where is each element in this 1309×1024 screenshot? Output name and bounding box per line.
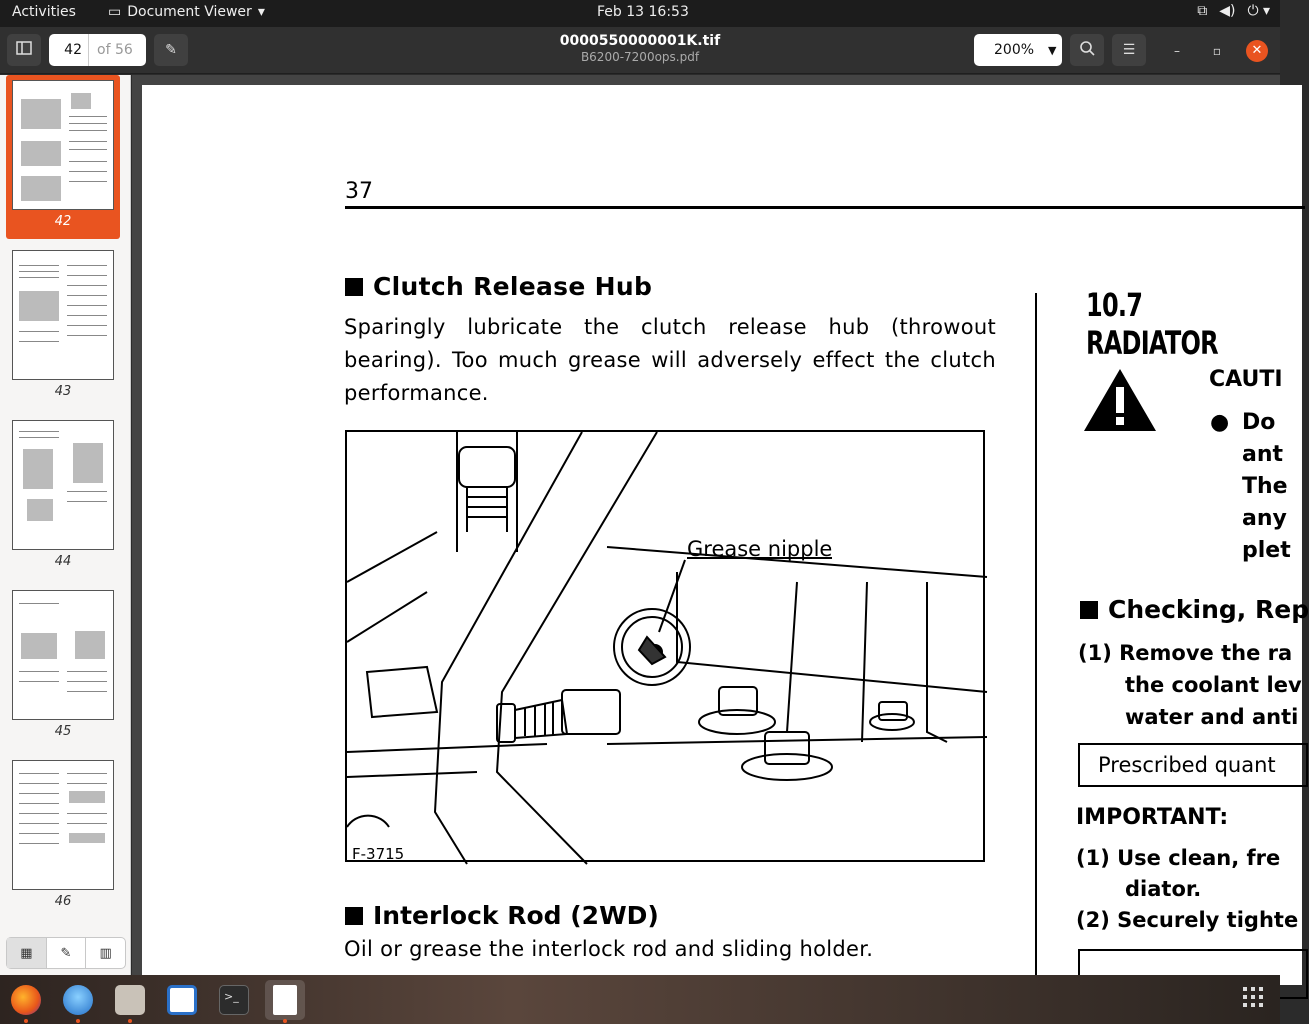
interlock-heading-text: Interlock Rod (2WD) xyxy=(373,901,659,930)
sidebar-view-tabs xyxy=(6,937,126,969)
checking-heading-text: Checking, Rep xyxy=(1108,595,1309,624)
minimize-icon: – xyxy=(1174,44,1180,58)
clock[interactable]: Feb 13 16:53 xyxy=(597,4,689,20)
checking-step-1 xyxy=(1078,637,1302,733)
grease-nipple-label: Grease nipple xyxy=(687,537,833,561)
thumbnail-page-46[interactable] xyxy=(6,755,120,919)
dock xyxy=(0,975,1280,1024)
warning-icon xyxy=(1080,365,1160,439)
thumbnail-label: 46 xyxy=(54,894,72,909)
thumbnail-sidebar xyxy=(0,75,131,975)
network-icon: ⧉ xyxy=(1197,3,1208,19)
thumbnail-page-44[interactable] xyxy=(6,415,120,579)
clutch-figure xyxy=(345,430,985,862)
system-tray[interactable] xyxy=(1197,3,1270,19)
page-count-label: of 56 xyxy=(97,42,133,58)
chevron-down-icon: ▾ xyxy=(257,4,265,20)
figure-id: F-3715 xyxy=(352,845,405,863)
thumbnail-page-43[interactable] xyxy=(6,245,120,409)
column-divider xyxy=(1035,293,1037,985)
power-icon: ⏻ ▾ xyxy=(1247,3,1270,19)
zoom-value: 200% xyxy=(994,42,1035,58)
grid-icon: ▦ xyxy=(20,945,33,961)
running-indicator xyxy=(76,1019,80,1023)
thumbnails-tab[interactable] xyxy=(7,938,47,968)
thumbnail-image xyxy=(12,420,114,550)
thunderbird-icon[interactable] xyxy=(63,985,93,1015)
radiator-heading: 10.7 RADIATOR xyxy=(1086,286,1218,362)
clutch-heading xyxy=(345,272,652,301)
close-icon: ✕ xyxy=(1251,43,1263,58)
thumbnail-label: 43 xyxy=(54,384,72,399)
caution-line: Do xyxy=(1242,410,1276,435)
caution-line: plet xyxy=(1242,538,1291,563)
document-viewer-icon xyxy=(273,985,297,1015)
apps-grid-icon xyxy=(1243,987,1263,1007)
thumbnail-page-42[interactable] xyxy=(6,75,120,239)
app-menu[interactable] xyxy=(108,4,265,20)
maximize-icon: ▫ xyxy=(1212,44,1222,58)
search-button[interactable] xyxy=(1070,34,1104,66)
maximize-button[interactable] xyxy=(1206,40,1228,62)
clutch-paragraph: Sparingly lubricate the clutch release hub (throwout bearing). Too much grease will adversely effect the clutch performance. xyxy=(344,315,996,405)
interlock-heading xyxy=(345,901,659,930)
clutch-diagram xyxy=(347,432,987,864)
pencil-icon: ✎ xyxy=(165,42,177,58)
writer-icon[interactable] xyxy=(167,985,197,1015)
thumbnail-page-45[interactable] xyxy=(6,585,120,749)
page-number-text: 37 xyxy=(345,179,373,204)
zoom-dropdown[interactable] xyxy=(974,34,1062,66)
checking-heading xyxy=(1080,595,1309,624)
clutch-heading-text: Clutch Release Hub xyxy=(373,272,653,301)
important-line: (2) Securely tighte xyxy=(1076,908,1299,932)
terminal-icon[interactable]: >_ xyxy=(219,985,249,1015)
document-viewer-icon: ▭ xyxy=(108,4,122,20)
activities-button[interactable]: Activities xyxy=(12,4,76,20)
search-icon xyxy=(1079,40,1095,60)
thumbnail-image xyxy=(12,590,114,720)
chevron-down-icon: ▼ xyxy=(1048,43,1057,57)
thumbnail-image xyxy=(12,80,114,210)
files-icon[interactable] xyxy=(115,985,145,1015)
check-line: the coolant lev xyxy=(1125,673,1302,697)
close-button[interactable] xyxy=(1246,40,1268,62)
interlock-paragraph: Oil or grease the interlock rod and sliding holder. xyxy=(344,937,874,961)
check-line: water and anti xyxy=(1125,705,1299,729)
minimize-button[interactable] xyxy=(1166,40,1188,62)
check-line: (1) Remove the ra xyxy=(1078,641,1293,665)
thumbnail-image xyxy=(12,250,114,380)
document-subtitle: B6200-7200ops.pdf xyxy=(580,50,700,64)
thumbnail-label: 42 xyxy=(54,214,72,229)
caution-text xyxy=(1210,407,1291,567)
important-label: IMPORTANT: xyxy=(1076,805,1229,830)
running-indicator xyxy=(283,1019,287,1023)
document-view[interactable] xyxy=(132,75,1309,975)
app-menu-label: Document Viewer xyxy=(127,4,252,20)
main-menu-button[interactable] xyxy=(1112,34,1146,66)
thumbnail-image xyxy=(12,760,114,890)
current-page-input[interactable]: 42 xyxy=(49,34,89,66)
caution-line: any xyxy=(1242,506,1287,531)
document-page xyxy=(142,85,1309,985)
important-line: (1) Use clean, fre xyxy=(1076,846,1281,870)
thumbnail-label: 44 xyxy=(54,554,72,569)
system-top-bar xyxy=(0,0,1280,27)
caution-line: ant xyxy=(1242,442,1284,467)
caution-line: The xyxy=(1242,474,1288,499)
prescribed-quantity-box: Prescribed quant xyxy=(1078,743,1308,787)
annotations-tab[interactable] xyxy=(47,938,87,968)
book-icon: ▥ xyxy=(99,945,112,961)
firefox-icon[interactable] xyxy=(11,985,41,1015)
annotation-icon: ✎ xyxy=(60,945,72,961)
header-bar xyxy=(0,27,1280,74)
important-line: diator. xyxy=(1125,877,1202,901)
show-apps-button[interactable] xyxy=(1243,987,1263,1007)
important-list xyxy=(1076,843,1298,936)
bullet-icon: ● xyxy=(1210,410,1230,435)
thumbnail-label: 45 xyxy=(54,724,72,739)
running-indicator xyxy=(128,1019,132,1023)
volume-icon: ◀) xyxy=(1219,3,1236,19)
bookmarks-tab[interactable] xyxy=(86,938,125,968)
document-viewer-dock-slot[interactable] xyxy=(265,980,305,1020)
hamburger-icon: ☰ xyxy=(1122,42,1136,58)
caution-label: CAUTI xyxy=(1209,367,1283,392)
document-title: 0000550000001K.tif xyxy=(559,33,721,49)
header-rule xyxy=(345,206,1305,209)
running-indicator xyxy=(24,1019,28,1023)
